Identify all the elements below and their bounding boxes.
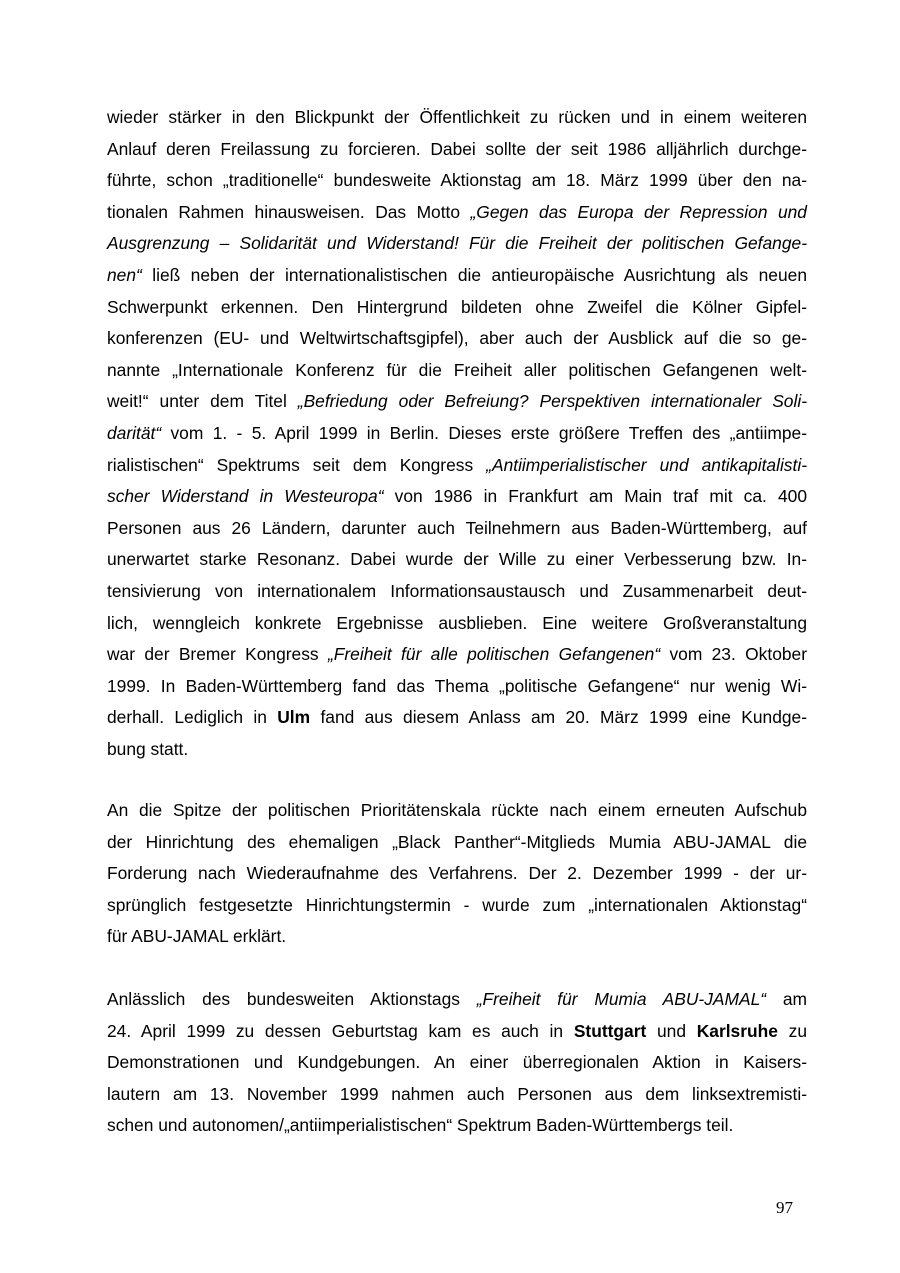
bold-text: Karlsruhe xyxy=(696,1020,778,1041)
text-run: und xyxy=(646,1020,697,1041)
italic-text: „Freiheit für Mumia ABU-JAMAL“ xyxy=(476,989,767,1009)
text-run: Anlauf deren Freilassung zu forcieren. Dabei sollte der seit 1986 alljährlich durchge- xyxy=(107,138,807,159)
text-run: weit!“ unter dem Titel xyxy=(107,391,298,412)
text-run: Forderung nach Wiederaufnahme des Verfahrens. Der 2. Dezember 1999 - der ur- xyxy=(107,863,807,884)
text-run: 1999. In Baden-Württemberg fand das Thema „politische Gefangene“ nur wenig Wi- xyxy=(107,675,807,696)
text-line xyxy=(107,197,807,229)
text-run: schen und autonomen/„antiimperialistischen“ Spektrum Baden-Württembergs teil. xyxy=(107,1115,734,1136)
italic-text: scher Widerstand in Westeuropa“ xyxy=(107,486,384,507)
text-line xyxy=(107,639,807,671)
bold-text: Stuttgart xyxy=(573,1020,647,1041)
italic-text: nen“ xyxy=(107,264,142,285)
text-line xyxy=(107,1047,807,1079)
text-line xyxy=(107,795,807,827)
text-line xyxy=(107,418,807,450)
text-run: nannte „Internationale Konferenz für die Freiheit aller politischen Gefangenen welt- xyxy=(107,359,807,380)
text-line xyxy=(107,827,807,859)
text-run: Personen aus 26 Ländern, darunter auch Teilnehmern aus Baden-Württemberg, auf xyxy=(107,517,807,538)
text-run: 24. April 1999 zu dessen Geburtstag kam es auch in xyxy=(107,1020,574,1041)
text-line xyxy=(107,292,807,324)
bold-text: Ulm xyxy=(277,707,311,728)
italic-text: „Gegen das Europa der Repression und xyxy=(470,201,807,222)
text-line xyxy=(107,134,807,166)
text-run: tensivierung von internationalem Informationsaustausch und Zusammenarbeit deut- xyxy=(107,580,807,601)
text-line xyxy=(107,323,807,355)
text-run: Anlässlich des bundesweiten Aktionstags xyxy=(107,989,477,1009)
text-run: bung statt. xyxy=(107,738,189,759)
text-run: lautern am 13. November 1999 nahmen auch Personen aus dem linksextremisti- xyxy=(107,1083,807,1104)
text-line xyxy=(107,1016,807,1048)
text-line xyxy=(107,102,807,134)
text-run: von 1986 in Frankfurt am Main traf mit ca. 400 xyxy=(383,486,807,507)
text-line xyxy=(107,260,807,292)
text-run: am xyxy=(766,989,807,1009)
text-line xyxy=(107,984,807,1016)
text-line xyxy=(107,921,807,953)
text-line xyxy=(107,228,807,260)
text-run: vom 1. - 5. April 1999 in Berlin. Dieses erste größere Treffen des „antiimpe- xyxy=(161,422,807,443)
text-line xyxy=(107,671,807,703)
text-line xyxy=(107,165,807,197)
text-run: derhall. Lediglich in xyxy=(107,707,278,728)
text-run: vom 23. Oktober xyxy=(660,644,808,665)
text-line xyxy=(107,734,807,766)
text-run: ließ neben der internationalistischen die antieuropäische Ausrichtung als neuen xyxy=(141,264,807,285)
text-run: wieder stärker in den Blickpunkt der Öffentlichkeit zu rücken und in einem weiteren xyxy=(107,107,807,127)
text-run: lich, wenngleich konkrete Ergebnisse ausblieben. Eine weitere Großveranstaltung xyxy=(107,612,807,633)
text-line xyxy=(107,450,807,482)
paragraph-political-prisoners xyxy=(107,102,807,765)
text-line xyxy=(107,702,807,734)
page-number: 97 xyxy=(776,1198,793,1217)
text-run: war der Bremer Kongress xyxy=(107,644,328,665)
italic-text: „Befriedung oder Befreiung? Perspektiven internationaler Soli- xyxy=(297,391,807,412)
text-line xyxy=(107,608,807,640)
text-run: fand aus diesem Anlass am 20. März 1999 eine Kundge- xyxy=(310,707,808,728)
text-run: zu xyxy=(777,1020,807,1041)
text-line xyxy=(107,355,807,387)
italic-text: darität“ xyxy=(107,422,162,443)
text-line xyxy=(107,1079,807,1111)
text-run: rialistischen“ Spektrums seit dem Kongress xyxy=(107,454,487,475)
text-line xyxy=(107,481,807,513)
text-line xyxy=(107,1110,807,1142)
paragraph-abu-jamal xyxy=(107,795,807,953)
italic-text: „Freiheit für alle politischen Gefangenen“ xyxy=(327,644,661,665)
text-run: Demonstrationen und Kundgebungen. An einer überregionalen Aktion in Kaisers- xyxy=(107,1052,807,1073)
text-run: sprünglich festgesetzte Hinrichtungstermin - wurde zum „internationalen Aktionstag“ xyxy=(107,894,807,915)
text-run: tionalen Rahmen hinausweisen. Das Motto xyxy=(107,201,471,222)
text-line xyxy=(107,890,807,922)
italic-text: „Antiimperialistischer und antikapitalisti- xyxy=(486,454,807,475)
text-run: für ABU-JAMAL erklärt. xyxy=(107,926,287,947)
text-line xyxy=(107,544,807,576)
italic-text: Ausgrenzung – Solidarität und Widerstand! Für die Freiheit der politischen Gefange- xyxy=(107,233,807,254)
text-run: der Hinrichtung des ehemaligen „Black Panther“-Mitglieds Mumia ABU-JAMAL die xyxy=(107,831,807,852)
text-run: konferenzen (EU- und Weltwirtschaftsgipfel), aber auch der Ausblick auf die so ge- xyxy=(107,328,807,349)
paragraph-action-day xyxy=(107,984,807,1142)
text-run: An die Spitze der politischen Prioritätenskala rückte nach einem erneuten Aufschub xyxy=(107,800,807,820)
text-run: führte, schon „traditionelle“ bundesweite Aktionstag am 18. März 1999 über den na- xyxy=(107,170,807,191)
text-run: unerwartet starke Resonanz. Dabei wurde der Wille zu einer Verbesserung bzw. In- xyxy=(107,549,807,570)
text-line xyxy=(107,576,807,608)
text-line xyxy=(107,513,807,545)
text-line xyxy=(107,858,807,890)
text-line xyxy=(107,386,807,418)
text-run: Schwerpunkt erkennen. Den Hintergrund bildeten ohne Zweifel die Kölner Gipfel- xyxy=(107,296,807,317)
